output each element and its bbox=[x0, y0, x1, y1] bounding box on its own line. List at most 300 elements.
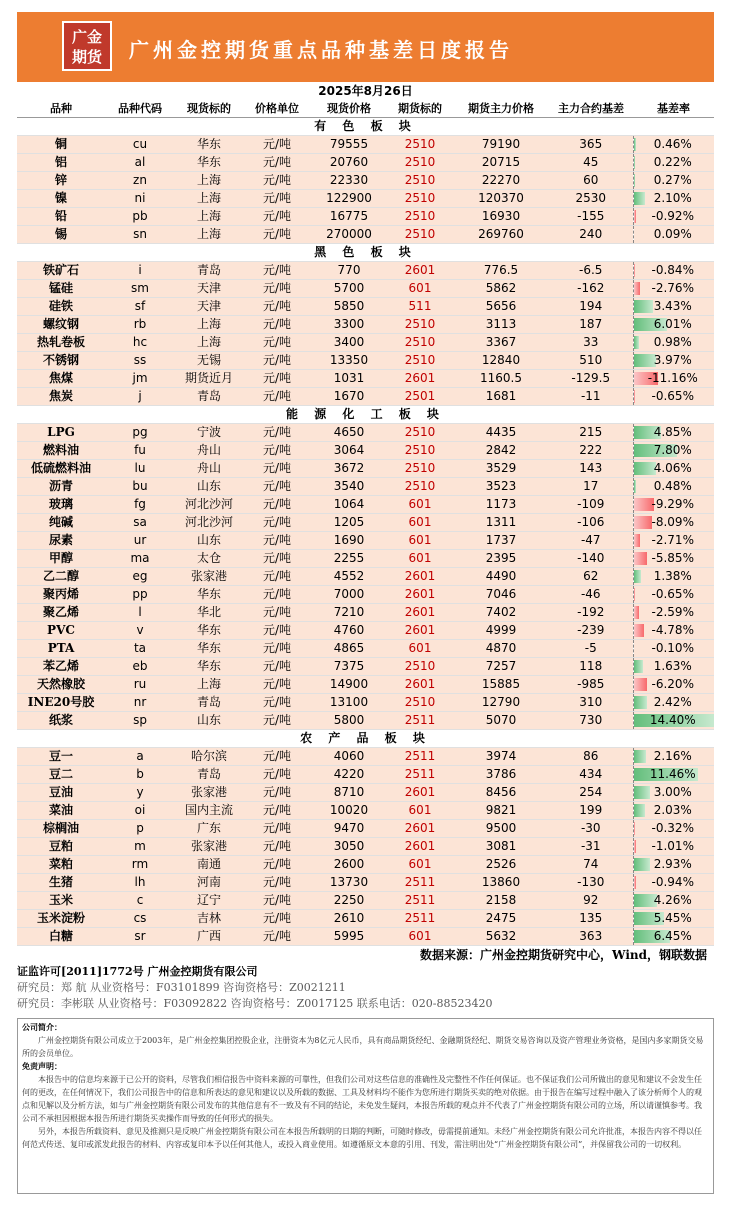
cell-contract: 2510 bbox=[387, 658, 453, 676]
cell-name: 焦炭 bbox=[17, 388, 105, 406]
table-row bbox=[17, 604, 714, 622]
cell-spot: 山东 bbox=[175, 478, 243, 496]
cell-spot: 舟山 bbox=[175, 460, 243, 478]
cell-contract: 2510 bbox=[387, 442, 453, 460]
cell-fut: 13860 bbox=[453, 874, 549, 892]
table-row bbox=[17, 352, 714, 370]
column-header: 期货主力价格 bbox=[453, 100, 549, 118]
table-row bbox=[17, 784, 714, 802]
cell-price: 4552 bbox=[311, 568, 387, 586]
cell-name: 玉米 bbox=[17, 892, 105, 910]
cell-fut: 5656 bbox=[453, 298, 549, 316]
cell-contract: 2511 bbox=[387, 712, 453, 730]
cell-code: v bbox=[105, 622, 175, 640]
cell-code: sa bbox=[105, 514, 175, 532]
cell-fut: 3523 bbox=[453, 478, 549, 496]
cell-name: 玻璃 bbox=[17, 496, 105, 514]
cell-spot: 舟山 bbox=[175, 442, 243, 460]
cell-code: pp bbox=[105, 586, 175, 604]
cell-spot: 张家港 bbox=[175, 784, 243, 802]
table-row bbox=[17, 658, 714, 676]
table-row bbox=[17, 298, 714, 316]
disclaimer-paragraph-1: 本报告中的信息均来源于已公开的资料，尽管我们相信报告中资料来源的可靠性，但我们公司对这些信息的准确性及完整性不作任何保证。也不保证我们公司所做出的意见和建议不会发生任何的更改，在任何情况下，我们公司报告中的信息和所表达的意见和建议以及所载的数据、工具及材料均不能作为您所进行期货买卖的绝对依据。由于报告在编写过程中融入了该分析师个人的观点和见解以及分析方法，如与广州金控期货有限公司发布的其他信息有不一致及有不同的结论，未免发生疑问，本报告所载的观点并不代表了广州金控期货有限公司的立场，所以请谨慎参考。我公司不承担因根据本报告所进行期货买卖操作而导致的任何形式的损失。 bbox=[22, 1075, 702, 1123]
cell-name: 乙二醇 bbox=[17, 568, 105, 586]
cell-spot: 张家港 bbox=[175, 568, 243, 586]
rate-text: -5.85% bbox=[651, 551, 694, 565]
cell-unit: 元/吨 bbox=[243, 694, 311, 712]
cell-spot: 青岛 bbox=[175, 766, 243, 784]
rate-text: 5.45% bbox=[653, 911, 692, 925]
cell-price: 13350 bbox=[311, 352, 387, 370]
cell-rate bbox=[633, 694, 714, 712]
cell-price: 4650 bbox=[311, 424, 387, 442]
cell-basis: 254 bbox=[549, 784, 633, 802]
cell-unit: 元/吨 bbox=[243, 820, 311, 838]
table-row bbox=[17, 424, 714, 442]
cell-spot: 华东 bbox=[175, 154, 243, 172]
cell-rate bbox=[633, 532, 714, 550]
cell-basis: -11 bbox=[549, 388, 633, 406]
cell-code: l bbox=[105, 604, 175, 622]
cell-name: 聚乙烯 bbox=[17, 604, 105, 622]
cell-basis: 310 bbox=[549, 694, 633, 712]
cell-unit: 元/吨 bbox=[243, 154, 311, 172]
rate-text: -9.29% bbox=[651, 497, 694, 511]
cell-spot: 河南 bbox=[175, 874, 243, 892]
cell-rate bbox=[633, 928, 714, 946]
cell-spot: 上海 bbox=[175, 190, 243, 208]
cell-name: INE20号胶 bbox=[17, 694, 105, 712]
cell-rate bbox=[633, 676, 714, 694]
cell-contract: 2601 bbox=[387, 604, 453, 622]
cell-price: 3064 bbox=[311, 442, 387, 460]
cell-code: ma bbox=[105, 550, 175, 568]
cell-price: 3540 bbox=[311, 478, 387, 496]
cell-rate bbox=[633, 352, 714, 370]
cell-spot: 上海 bbox=[175, 334, 243, 352]
rate-text: 4.85% bbox=[653, 425, 692, 439]
cell-fut: 5070 bbox=[453, 712, 549, 730]
cell-name: 豆粕 bbox=[17, 838, 105, 856]
cell-unit: 元/吨 bbox=[243, 136, 311, 154]
cell-rate bbox=[633, 586, 714, 604]
rate-text: -6.20% bbox=[651, 677, 694, 691]
cell-rate bbox=[633, 568, 714, 586]
cell-price: 4060 bbox=[311, 748, 387, 766]
cell-fut: 12840 bbox=[453, 352, 549, 370]
disclaimer-box bbox=[17, 1018, 714, 1194]
cell-contract: 2510 bbox=[387, 352, 453, 370]
cell-rate bbox=[633, 910, 714, 928]
table-row bbox=[17, 334, 714, 352]
company-logo bbox=[62, 21, 112, 71]
cell-rate bbox=[633, 190, 714, 208]
rate-text: -0.94% bbox=[651, 875, 694, 889]
cell-rate bbox=[633, 820, 714, 838]
cell-price: 13730 bbox=[311, 874, 387, 892]
cell-price: 1690 bbox=[311, 532, 387, 550]
cell-unit: 元/吨 bbox=[243, 568, 311, 586]
cell-spot: 广东 bbox=[175, 820, 243, 838]
rate-text: -11.16% bbox=[647, 371, 698, 385]
cell-price: 5850 bbox=[311, 298, 387, 316]
rate-text: -0.65% bbox=[651, 587, 694, 601]
table-row bbox=[17, 514, 714, 532]
cell-rate bbox=[633, 622, 714, 640]
cell-unit: 元/吨 bbox=[243, 766, 311, 784]
rate-text: 6.01% bbox=[653, 317, 692, 331]
cell-price: 16775 bbox=[311, 208, 387, 226]
cell-code: p bbox=[105, 820, 175, 838]
cell-spot: 华东 bbox=[175, 586, 243, 604]
cell-unit: 元/吨 bbox=[243, 388, 311, 406]
cell-contract: 601 bbox=[387, 928, 453, 946]
cell-basis: 187 bbox=[549, 316, 633, 334]
rate-text: 3.97% bbox=[653, 353, 692, 367]
cell-price: 20760 bbox=[311, 154, 387, 172]
cell-code: rm bbox=[105, 856, 175, 874]
cell-contract: 2510 bbox=[387, 226, 453, 244]
cell-code: bu bbox=[105, 478, 175, 496]
cell-price: 2600 bbox=[311, 856, 387, 874]
cell-price: 2255 bbox=[311, 550, 387, 568]
cell-unit: 元/吨 bbox=[243, 424, 311, 442]
cell-name: 焦煤 bbox=[17, 370, 105, 388]
cell-code: zn bbox=[105, 172, 175, 190]
cell-fut: 22270 bbox=[453, 172, 549, 190]
cell-name: 菜油 bbox=[17, 802, 105, 820]
cell-basis: 17 bbox=[549, 478, 633, 496]
table-row bbox=[17, 586, 714, 604]
cell-rate bbox=[633, 802, 714, 820]
cell-contract: 2511 bbox=[387, 874, 453, 892]
cell-basis: -192 bbox=[549, 604, 633, 622]
cell-name: 镍 bbox=[17, 190, 105, 208]
cell-name: 纯碱 bbox=[17, 514, 105, 532]
cell-contract: 2601 bbox=[387, 784, 453, 802]
cell-unit: 元/吨 bbox=[243, 226, 311, 244]
cell-unit: 元/吨 bbox=[243, 586, 311, 604]
cell-name: PVC bbox=[17, 622, 105, 640]
cell-code: rb bbox=[105, 316, 175, 334]
rate-text: -0.32% bbox=[651, 821, 694, 835]
cell-rate bbox=[633, 316, 714, 334]
cell-code: jm bbox=[105, 370, 175, 388]
cell-contract: 2510 bbox=[387, 136, 453, 154]
cell-spot: 上海 bbox=[175, 172, 243, 190]
cell-name: 豆一 bbox=[17, 748, 105, 766]
cell-rate bbox=[633, 766, 714, 784]
cell-price: 14900 bbox=[311, 676, 387, 694]
column-header: 现货标的 bbox=[175, 100, 243, 118]
cell-unit: 元/吨 bbox=[243, 280, 311, 298]
cell-name: 天然橡胶 bbox=[17, 676, 105, 694]
section-title: 农 产 品 板 块 bbox=[17, 730, 714, 748]
cell-fut: 9821 bbox=[453, 802, 549, 820]
cell-unit: 元/吨 bbox=[243, 802, 311, 820]
column-header: 品种代码 bbox=[105, 100, 175, 118]
cell-price: 2250 bbox=[311, 892, 387, 910]
cell-spot: 华东 bbox=[175, 658, 243, 676]
cell-basis: 730 bbox=[549, 712, 633, 730]
cell-price: 7210 bbox=[311, 604, 387, 622]
cell-basis: -109 bbox=[549, 496, 633, 514]
cell-name: 铁矿石 bbox=[17, 262, 105, 280]
cell-contract: 2510 bbox=[387, 460, 453, 478]
cell-code: cu bbox=[105, 136, 175, 154]
cell-price: 4865 bbox=[311, 640, 387, 658]
cell-code: ru bbox=[105, 676, 175, 694]
cell-contract: 2601 bbox=[387, 676, 453, 694]
cell-fut: 2526 bbox=[453, 856, 549, 874]
cell-contract: 2510 bbox=[387, 424, 453, 442]
table-row bbox=[17, 226, 714, 244]
cell-basis: -162 bbox=[549, 280, 633, 298]
cell-price: 5800 bbox=[311, 712, 387, 730]
cell-basis: -155 bbox=[549, 208, 633, 226]
cell-fut: 1311 bbox=[453, 514, 549, 532]
cell-code: sm bbox=[105, 280, 175, 298]
cell-spot: 河北沙河 bbox=[175, 496, 243, 514]
cell-contract: 2601 bbox=[387, 586, 453, 604]
cell-price: 122900 bbox=[311, 190, 387, 208]
cell-spot: 辽宁 bbox=[175, 892, 243, 910]
cell-rate bbox=[633, 460, 714, 478]
rate-text: 0.46% bbox=[653, 137, 692, 151]
cell-price: 1205 bbox=[311, 514, 387, 532]
cell-rate bbox=[633, 514, 714, 532]
cell-name: 不锈钢 bbox=[17, 352, 105, 370]
cell-contract: 601 bbox=[387, 532, 453, 550]
cell-basis: 222 bbox=[549, 442, 633, 460]
table-row bbox=[17, 622, 714, 640]
cell-code: c bbox=[105, 892, 175, 910]
cell-price: 1064 bbox=[311, 496, 387, 514]
cell-price: 4760 bbox=[311, 622, 387, 640]
rate-text: 1.63% bbox=[653, 659, 692, 673]
cell-spot: 山东 bbox=[175, 712, 243, 730]
cell-basis: 215 bbox=[549, 424, 633, 442]
cell-unit: 元/吨 bbox=[243, 172, 311, 190]
cell-code: al bbox=[105, 154, 175, 172]
rate-text: -4.78% bbox=[651, 623, 694, 637]
cell-contract: 2511 bbox=[387, 910, 453, 928]
cell-spot: 张家港 bbox=[175, 838, 243, 856]
cell-name: 聚丙烯 bbox=[17, 586, 105, 604]
table-row bbox=[17, 820, 714, 838]
cell-rate bbox=[633, 550, 714, 568]
cell-rate bbox=[633, 442, 714, 460]
cell-price: 7375 bbox=[311, 658, 387, 676]
cell-fut: 3786 bbox=[453, 766, 549, 784]
report-header bbox=[17, 12, 714, 82]
cell-fut: 7046 bbox=[453, 586, 549, 604]
cell-contract: 2601 bbox=[387, 568, 453, 586]
rate-text: 1.38% bbox=[653, 569, 692, 583]
cell-price: 9470 bbox=[311, 820, 387, 838]
table-row bbox=[17, 190, 714, 208]
cell-rate bbox=[633, 640, 714, 658]
cell-unit: 元/吨 bbox=[243, 478, 311, 496]
cell-spot: 华东 bbox=[175, 622, 243, 640]
cell-fut: 3081 bbox=[453, 838, 549, 856]
cell-basis: -985 bbox=[549, 676, 633, 694]
cell-unit: 元/吨 bbox=[243, 892, 311, 910]
cell-code: ur bbox=[105, 532, 175, 550]
cell-price: 3672 bbox=[311, 460, 387, 478]
cell-fut: 3529 bbox=[453, 460, 549, 478]
cell-contract: 2510 bbox=[387, 190, 453, 208]
cell-basis: -239 bbox=[549, 622, 633, 640]
cell-name: 低硫燃料油 bbox=[17, 460, 105, 478]
report-title: 广州金控期货重点品种基差日度报告 bbox=[129, 38, 513, 62]
cell-name: 沥青 bbox=[17, 478, 105, 496]
cell-basis: -31 bbox=[549, 838, 633, 856]
cell-basis: 194 bbox=[549, 298, 633, 316]
basis-table bbox=[17, 100, 714, 946]
intro-title: 公司简介： bbox=[22, 1022, 62, 1032]
cell-name: 铝 bbox=[17, 154, 105, 172]
cell-contract: 2510 bbox=[387, 478, 453, 496]
rate-text: -2.76% bbox=[651, 281, 694, 295]
cell-basis: -46 bbox=[549, 586, 633, 604]
cell-basis: 434 bbox=[549, 766, 633, 784]
researcher-line-2: 研究员：李彬联 从业资格号：F03092822 咨询资格号：Z0017125 联系电话：020-88523420 bbox=[17, 997, 493, 1010]
cell-unit: 元/吨 bbox=[243, 334, 311, 352]
cell-name: 锰硅 bbox=[17, 280, 105, 298]
cell-spot: 青岛 bbox=[175, 388, 243, 406]
cell-unit: 元/吨 bbox=[243, 262, 311, 280]
cell-contract: 2601 bbox=[387, 820, 453, 838]
cell-contract: 511 bbox=[387, 298, 453, 316]
table-row bbox=[17, 856, 714, 874]
cell-fut: 1681 bbox=[453, 388, 549, 406]
cell-unit: 元/吨 bbox=[243, 190, 311, 208]
cell-code: fg bbox=[105, 496, 175, 514]
cell-basis: -30 bbox=[549, 820, 633, 838]
cell-basis: 510 bbox=[549, 352, 633, 370]
cell-code: y bbox=[105, 784, 175, 802]
section-row bbox=[17, 244, 714, 262]
cell-contract: 2510 bbox=[387, 208, 453, 226]
disclaimer-paragraph-2: 另外，本报告所载资料、意见及推测只是反映广州金控期货有限公司在本报告所载明的日期的判断，可随时修改，毋需提前通知。未经广州金控期货有限公司允许批准，本报告内容不得以任何范式传送、复印或派发此报告的材料、内容或复印本予以任何其他人，或投入商业使用。如遵循原文本意的引用、刊发，需注明出处“广州金控期货有限公司”，并保留我公司的一切权利。 bbox=[22, 1127, 702, 1149]
cell-contract: 2601 bbox=[387, 262, 453, 280]
cell-basis: -47 bbox=[549, 532, 633, 550]
cell-spot: 国内主流 bbox=[175, 802, 243, 820]
rate-text: 0.22% bbox=[653, 155, 692, 169]
cell-rate bbox=[633, 136, 714, 154]
rate-text: -2.71% bbox=[651, 533, 694, 547]
cell-spot: 山东 bbox=[175, 532, 243, 550]
cell-contract: 601 bbox=[387, 802, 453, 820]
cell-price: 3050 bbox=[311, 838, 387, 856]
table-row bbox=[17, 208, 714, 226]
cell-unit: 元/吨 bbox=[243, 910, 311, 928]
cell-name: 螺纹钢 bbox=[17, 316, 105, 334]
cell-spot: 南通 bbox=[175, 856, 243, 874]
cell-price: 270000 bbox=[311, 226, 387, 244]
cell-name: 尿素 bbox=[17, 532, 105, 550]
cell-unit: 元/吨 bbox=[243, 748, 311, 766]
cell-rate bbox=[633, 388, 714, 406]
cell-unit: 元/吨 bbox=[243, 838, 311, 856]
cell-unit: 元/吨 bbox=[243, 352, 311, 370]
table-row bbox=[17, 676, 714, 694]
cell-price: 5700 bbox=[311, 280, 387, 298]
cell-fut: 3367 bbox=[453, 334, 549, 352]
rate-text: -0.92% bbox=[651, 209, 694, 223]
rate-text: 0.09% bbox=[653, 227, 692, 241]
cell-rate bbox=[633, 658, 714, 676]
cell-fut: 16930 bbox=[453, 208, 549, 226]
cell-code: pg bbox=[105, 424, 175, 442]
cell-basis: -140 bbox=[549, 550, 633, 568]
cell-fut: 7257 bbox=[453, 658, 549, 676]
rate-text: 6.45% bbox=[653, 929, 692, 943]
cell-fut: 1737 bbox=[453, 532, 549, 550]
cell-code: m bbox=[105, 838, 175, 856]
cell-code: nr bbox=[105, 694, 175, 712]
cell-fut: 2475 bbox=[453, 910, 549, 928]
researcher-line-1: 研究员：郑 航 从业资格号：F03101899 咨询资格号：Z0021211 bbox=[17, 981, 346, 994]
cell-unit: 元/吨 bbox=[243, 316, 311, 334]
column-header: 价格单位 bbox=[243, 100, 311, 118]
cell-rate bbox=[633, 856, 714, 874]
cell-price: 3400 bbox=[311, 334, 387, 352]
cell-contract: 601 bbox=[387, 496, 453, 514]
cell-price: 4220 bbox=[311, 766, 387, 784]
rate-text: 2.42% bbox=[653, 695, 692, 709]
cell-code: fu bbox=[105, 442, 175, 460]
cell-name: 纸浆 bbox=[17, 712, 105, 730]
cell-price: 7000 bbox=[311, 586, 387, 604]
rate-text: 2.10% bbox=[653, 191, 692, 205]
column-header: 期货标的 bbox=[387, 100, 453, 118]
cell-rate bbox=[633, 838, 714, 856]
table-row bbox=[17, 154, 714, 172]
cell-contract: 601 bbox=[387, 280, 453, 298]
report-footer bbox=[17, 964, 714, 1012]
cell-fut: 1173 bbox=[453, 496, 549, 514]
cell-name: PTA bbox=[17, 640, 105, 658]
table-row bbox=[17, 694, 714, 712]
cell-unit: 元/吨 bbox=[243, 784, 311, 802]
cell-name: 热轧卷板 bbox=[17, 334, 105, 352]
cell-price: 10020 bbox=[311, 802, 387, 820]
cell-fut: 7402 bbox=[453, 604, 549, 622]
cell-spot: 太仓 bbox=[175, 550, 243, 568]
cell-unit: 元/吨 bbox=[243, 658, 311, 676]
cell-spot: 华东 bbox=[175, 136, 243, 154]
rate-text: 2.93% bbox=[653, 857, 692, 871]
cell-name: 白糖 bbox=[17, 928, 105, 946]
cell-unit: 元/吨 bbox=[243, 550, 311, 568]
table-row bbox=[17, 568, 714, 586]
cell-code: b bbox=[105, 766, 175, 784]
rate-text: 2.03% bbox=[653, 803, 692, 817]
section-title: 能 源 化 工 板 块 bbox=[17, 406, 714, 424]
table-row bbox=[17, 532, 714, 550]
cell-rate bbox=[633, 154, 714, 172]
cell-unit: 元/吨 bbox=[243, 604, 311, 622]
cell-unit: 元/吨 bbox=[243, 712, 311, 730]
section-row bbox=[17, 118, 714, 136]
rate-text: -0.84% bbox=[651, 263, 694, 277]
cell-price: 8710 bbox=[311, 784, 387, 802]
cell-contract: 601 bbox=[387, 856, 453, 874]
cell-code: pb bbox=[105, 208, 175, 226]
table-row bbox=[17, 316, 714, 334]
